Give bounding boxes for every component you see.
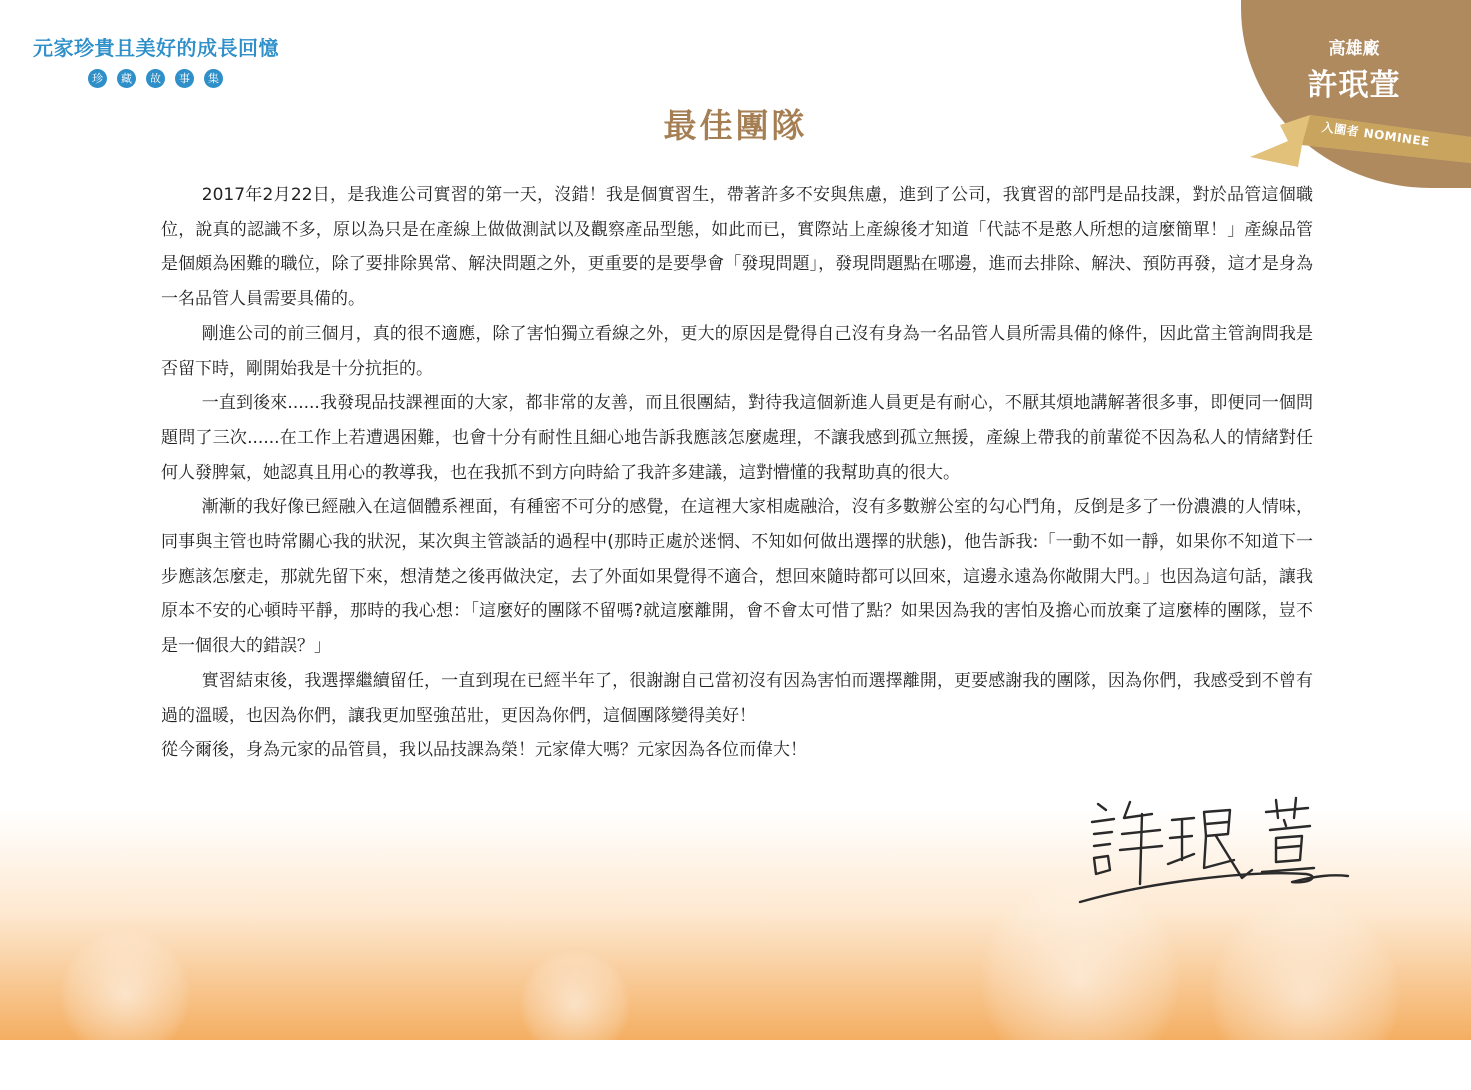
story-paragraph: 從今爾後，身為元家的品管員，我以品技課為榮！元家偉大嗎？元家因為各位而偉大！ [161,740,807,761]
brand-logo [33,32,293,88]
brand-subtitle-char: 事 [175,69,194,88]
brand-subtitle [88,69,293,88]
ribbon-label: 入圍者 NOMINEE [1320,120,1431,150]
page-title: 最佳團隊 [663,106,808,145]
bokeh-light [520,950,630,1060]
story-paragraph: 剛進公司的前三個月，真的很不適應，除了害怕獨立看線之外，更大的原因是覺得自己沒有身為一名品管人員所需具備的條件，因此當主管詢問我是否留下時，剛開始我是十分抗拒的。 [161,323,1313,379]
badge-name: 許珉萱 [1307,68,1401,103]
bokeh-light [1210,900,1400,1090]
brand-title: 元家珍貴且美好的成長回憶 [33,36,279,60]
brand-subtitle-char: 集 [204,69,223,88]
badge-factory: 高雄廠 [1328,39,1380,59]
story-paragraph: 實習結束後，我選擇繼續留任，一直到現在已經半年了，很謝謝自己當初沒有因為害怕而選擇離開，更要感謝我的團隊，因為你們，我感受到不曾有過的溫暖，也因為你們，讓我更加堅強茁壯，更因為你們，這個團隊變得美好！ [161,670,1313,726]
story-body [161,178,1313,768]
story-paragraph: 2017年2月22日，是我進公司實習的第一天，沒錯！我是個實習生，帶著許多不安與焦慮，進到了公司，我實習的部門是品技課，對於品管這個職位，說真的認識不多，原以為只是在產線上做做測試以及觀察產品型態，如此而已，實際站上產線後才知道「代誌不是憨人所想的這麼簡單！」產線品管是個頗為困難的職位，除了要排除異常、解決問題之外，更重要的是要學會「發現問題」，發現問題點在哪邊，進而去排除、解決、預防再發，這才是身為一名品管人員需要具備的。 [161,185,1313,310]
story-paragraph: 漸漸的我好像已經融入在這個體系裡面，有種密不可分的感覺，在這裡大家相處融洽，沒有多數辦公室的勾心鬥角，反倒是多了一份濃濃的人情味，同事與主管也時常關心我的狀況，某次與主管談話的過程中(那時正處於迷惘、不知如何做出選擇的狀態)，他告訴我:「一動不如一靜，如果你不知道下一步應該怎麼走，那就先留下來，想清楚之後再做決定，去了外面如果覺得不適合，想回來隨時都可以回來，這邊永遠為你敞開大門。」也因為這句話，讓我原本不安的心頓時平靜，那時的我心想：「這麼好的團隊不留嗎?就這麼離開，會不會太可惜了點？如果因為我的害怕及擔心而放棄了這麼棒的團隊，豈不是一個很大的錯誤？」 [161,497,1313,657]
brand-subtitle-char: 珍 [88,69,107,88]
brand-subtitle-char: 藏 [117,69,136,88]
handwritten-signature [1070,790,1360,915]
bokeh-light [60,930,190,1060]
brand-subtitle-char: 故 [146,69,165,88]
story-paragraph: 一直到後來......我發現品技課裡面的大家，都非常的友善，而且很團結，對待我這個新進人員更是有耐心，不厭其煩地講解著很多事，即便同一個問題問了三次......在工作上若遭遇困難，也會十分有耐性且細心地告訴我應該怎麼處理，不讓我感到孤立無援，產線上帶我的前輩從不因為私人的情緒對任何人發脾氣，她認真且用心的教導我，也在我抓不到方向時給了我許多建議，這對懵懂的我幫助真的很大。 [161,393,1313,483]
